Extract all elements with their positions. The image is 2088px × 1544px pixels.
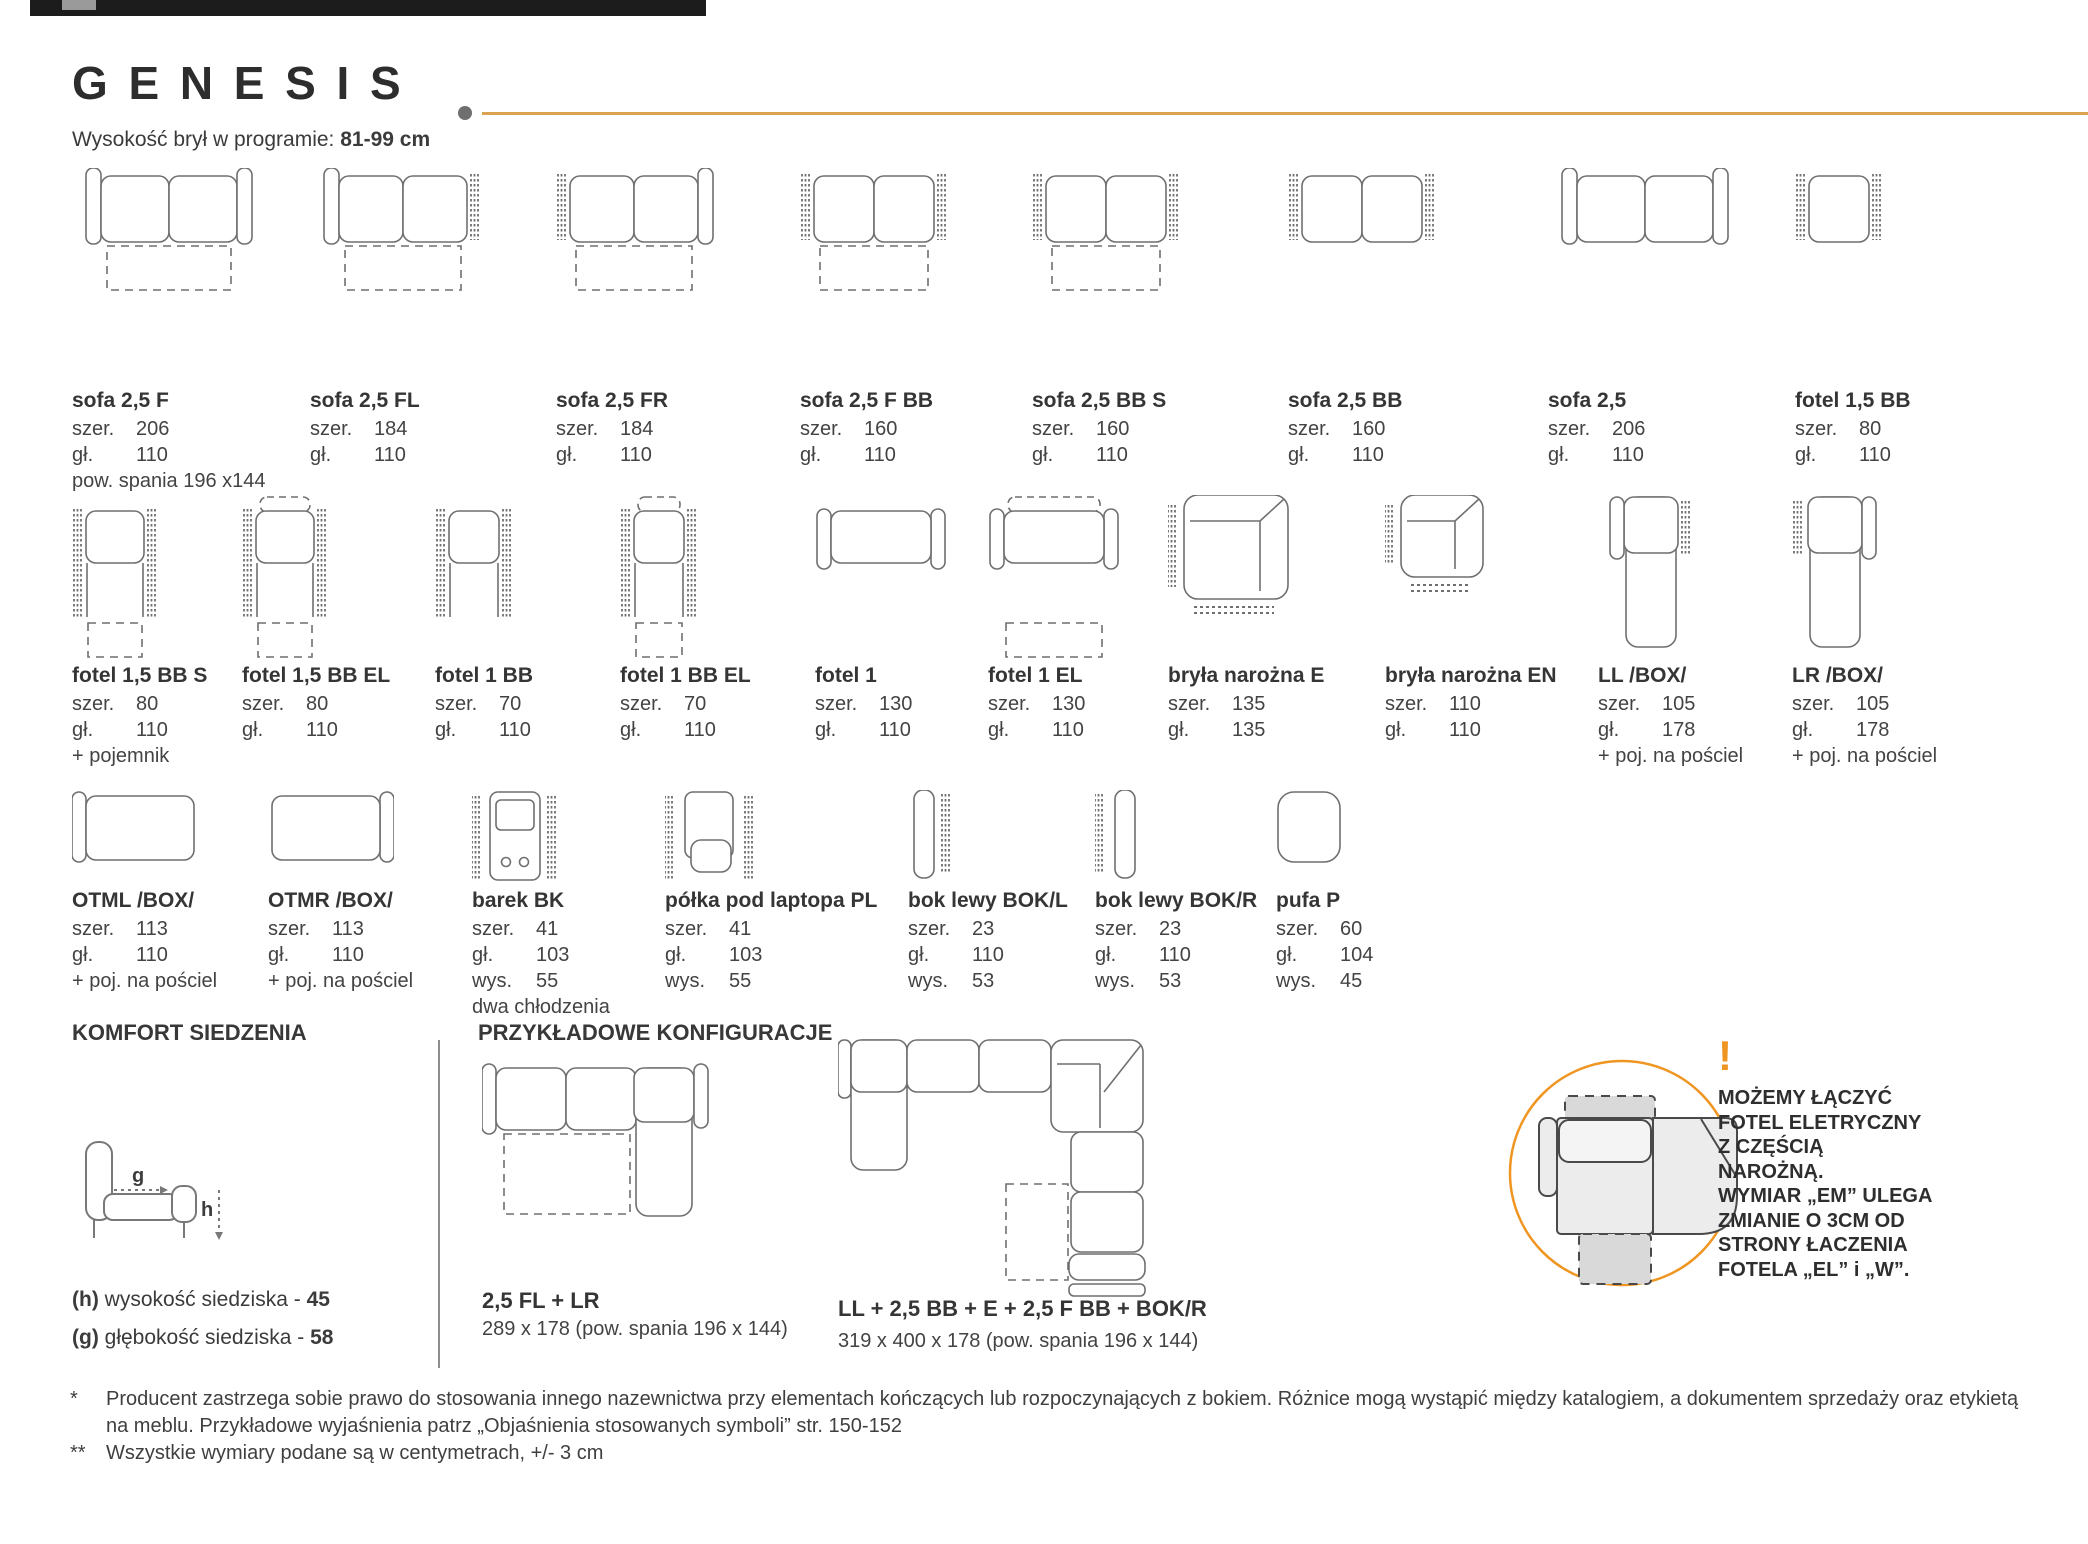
corner-connection-icon — [1505, 1056, 1740, 1291]
footnote-2-text: Wszystkie wymiary podane są w centymetrach, +/- 3 cm — [106, 1442, 604, 1464]
spec-gł: gł. 110 — [1548, 444, 1644, 466]
product-sofa-2-5-bb — [1288, 168, 1528, 468]
spec-szer: szer. 80 — [72, 693, 159, 715]
product-name: fotel 1,5 BB EL — [242, 664, 391, 687]
diagram-sofa_fl — [310, 168, 550, 388]
product-name: bok lewy BOK/R — [1095, 889, 1258, 912]
product-bryła-narożna-e — [1168, 495, 1408, 743]
subtitle-prefix: Wysokość brył w programie: — [72, 128, 341, 151]
product-name: LL /BOX/ — [1598, 664, 1687, 687]
diagram-fotel15bb — [1795, 168, 2035, 388]
top-edge-notch — [62, 0, 96, 10]
spec-szer: szer. 80 — [242, 693, 329, 715]
product-note: + pojemnik — [72, 745, 170, 767]
spec-gł: gł. 110 — [620, 719, 716, 741]
footnote-1-text: Producent zastrzega sobie prawo do stosowania innego nazewnictwa przy elementach kończących lub rozpoczynających z bokiem. Różnice mogą wystąpić między katalogiem, a dokumentem sprzedaży oraz etykietą na meblu. Przykładowe wyjaśnienia patrz „Objaśnienia stosowanych symboli” str. 150-152 — [106, 1388, 2019, 1437]
spec-szer: szer. 113 — [268, 918, 364, 940]
spec-gł: gł. 110 — [72, 444, 168, 466]
diagram-sofa_plain — [1548, 168, 1788, 388]
diagram-sofa_fbb — [800, 168, 1040, 388]
product-note: pow. spania 196 x144 — [72, 470, 266, 492]
spec-szer: szer. 105 — [1598, 693, 1696, 715]
product-sofa-2-5-bb-s — [1032, 168, 1272, 468]
product-name: fotel 1 — [815, 664, 877, 687]
comfort-line-h — [72, 1288, 330, 1312]
comfort-h-key: (h) — [72, 1288, 99, 1311]
product-fotel-1-5-bb — [1795, 168, 2035, 468]
spec-szer: szer. 206 — [1548, 418, 1646, 440]
spec-gł: gł. 178 — [1792, 719, 1890, 741]
comfort-g-key: (g) — [72, 1326, 99, 1349]
product-pufa-p — [1276, 790, 1516, 994]
note-line: NAROŻNĄ. — [1718, 1160, 1824, 1183]
product-name: sofa 2,5 FR — [556, 389, 669, 412]
spec-wys: wys. 53 — [908, 970, 995, 992]
config-1-diagram — [482, 1062, 732, 1235]
spec-szer: szer. 23 — [908, 918, 995, 940]
product-name: sofa 2,5 BB S — [1032, 389, 1167, 412]
spec-gł: gł. 178 — [1598, 719, 1696, 741]
product-name: sofa 2,5 — [1548, 389, 1627, 412]
spec-gł: gł. 110 — [815, 719, 911, 741]
diagram-corner_e — [1168, 495, 1408, 663]
product-bryła-narożna-en — [1385, 495, 1625, 743]
note-line: STRONY ŁACZENIA — [1718, 1234, 1908, 1256]
spec-gł: gł. 110 — [988, 719, 1084, 741]
product-name: pufa P — [1276, 889, 1341, 912]
spec-gł: gł. 104 — [1276, 944, 1374, 966]
spec-szer: szer. 130 — [815, 693, 913, 715]
product-sofa-2-5-f-bb — [800, 168, 1040, 468]
product-name: fotel 1 BB — [435, 664, 534, 687]
spec-gł: gł. 110 — [556, 444, 652, 466]
footnotes — [70, 1386, 2045, 1467]
spec-gł: gł. 110 — [242, 719, 338, 741]
comfort-line-g — [72, 1326, 333, 1350]
product-name: bryła narożna EN — [1385, 664, 1557, 687]
spec-gł: gł. 110 — [310, 444, 406, 466]
config-2-top-view-icon — [838, 1032, 1158, 1300]
spec-szer: szer. 41 — [665, 918, 752, 940]
spec-szer: szer. 206 — [72, 418, 170, 440]
spec-gł: gł. 110 — [72, 944, 168, 966]
spec-szer: szer. 113 — [72, 918, 168, 940]
spec-szer: szer. 60 — [1276, 918, 1363, 940]
spec-wys: wys. 55 — [472, 970, 559, 992]
product-sofa-2-5 — [1548, 168, 1788, 468]
subtitle-value: 81-99 cm — [340, 128, 431, 151]
spec-szer: szer. 80 — [1795, 418, 1882, 440]
product-note: + poj. na pościel — [1792, 745, 1938, 767]
note-line: ZMIANIE O 3CM OD — [1718, 1209, 1905, 1232]
armchair-side-view-icon — [56, 1112, 246, 1262]
product-name: OTML /BOX/ — [72, 889, 195, 912]
spec-szer: szer. 160 — [1288, 418, 1386, 440]
spec-szer: szer. 105 — [1792, 693, 1890, 715]
product-sofa-2-5-fr — [556, 168, 796, 468]
section-divider — [438, 1040, 440, 1368]
product-name: sofa 2,5 BB — [1288, 389, 1403, 412]
footnote-2 — [70, 1440, 2045, 1467]
spec-gł: gł. 110 — [1795, 444, 1891, 466]
spec-gł: gł. 135 — [1168, 719, 1266, 741]
spec-szer: szer. 184 — [556, 418, 654, 440]
spec-gł: gł. 110 — [1385, 719, 1481, 741]
product-półka-pod-laptopa-pl — [665, 790, 905, 994]
spec-gł: gł. 110 — [72, 719, 168, 741]
product-name: barek BK — [472, 889, 565, 912]
note-text — [1718, 1086, 2018, 1282]
spec-szer: szer. 41 — [472, 918, 559, 940]
config-2-dims: 319 x 400 x 178 (pow. spania 196 x 144) — [838, 1330, 1199, 1352]
footnote-2-marker: ** — [70, 1442, 86, 1464]
diagram-corner_en — [1385, 495, 1625, 663]
spec-szer: szer. 23 — [1095, 918, 1182, 940]
note-line: FOTEL ELETRYCZNY — [1718, 1111, 1922, 1134]
diagram-sofa_fr — [556, 168, 796, 388]
note-line: WYMIAR „EM” ULEGA — [1718, 1185, 1933, 1207]
product-name: sofa 2,5 F — [72, 389, 169, 412]
spec-gł: gł. 110 — [1032, 444, 1128, 466]
note-line: FOTELA „EL” i „W”. — [1718, 1258, 1910, 1281]
spec-gł: gł. 110 — [268, 944, 364, 966]
svg-text:h: h — [201, 1199, 214, 1221]
comfort-h-text: wysokość siedziska - — [98, 1288, 307, 1311]
config-2-diagram — [838, 1032, 1158, 1305]
spec-gł: gł. 110 — [908, 944, 1004, 966]
spec-gł: gł. 103 — [472, 944, 570, 966]
spec-szer: szer. 184 — [310, 418, 408, 440]
product-name: fotel 1,5 BB — [1795, 389, 1911, 412]
header-dot-icon — [458, 106, 472, 120]
product-note: + poj. na pościel — [1598, 745, 1744, 767]
footnote-1-marker: * — [70, 1388, 78, 1410]
spec-szer: szer. 70 — [435, 693, 522, 715]
spec-szer: szer. 135 — [1168, 693, 1266, 715]
spec-gł: gł. 103 — [665, 944, 763, 966]
product-sofa-2-5-fl — [310, 168, 550, 468]
diagram-sofa_f — [72, 168, 312, 388]
spec-wys: wys. 45 — [1276, 970, 1363, 992]
footnote-1 — [70, 1386, 2045, 1440]
spec-gł: gł. 110 — [800, 444, 896, 466]
product-name: półka pod laptopa PL — [665, 889, 878, 912]
product-note: dwa chłodzenia — [472, 996, 610, 1018]
diagram-lr_box — [1792, 495, 2032, 663]
spec-gł: gł. 110 — [1095, 944, 1191, 966]
product-name: sofa 2,5 FL — [310, 389, 420, 412]
product-note: + poj. na pościel — [72, 970, 218, 992]
spec-szer: szer. 160 — [1032, 418, 1130, 440]
spec-wys: wys. 55 — [665, 970, 752, 992]
note-line: MOŻEMY ŁĄCZYĆ — [1718, 1087, 1893, 1109]
header-rule — [482, 112, 2088, 115]
product-note: + poj. na pościel — [268, 970, 414, 992]
product-name: fotel 1,5 BB S — [72, 664, 208, 687]
page-title: GENESIS — [72, 57, 422, 109]
config-1-name: 2,5 FL + LR — [482, 1288, 600, 1313]
note-line: Z CZĘŚCIĄ — [1718, 1136, 1824, 1158]
diagram-sofa_bbs — [1032, 168, 1272, 388]
config-2-name: LL + 2,5 BB + E + 2,5 F BB + BOK/R — [838, 1296, 1207, 1321]
spec-gł: gł. 110 — [1288, 444, 1384, 466]
top-edge-bar — [30, 0, 706, 16]
page-subtitle — [72, 128, 430, 152]
spec-wys: wys. 53 — [1095, 970, 1182, 992]
svg-text:g: g — [132, 1165, 145, 1187]
comfort-g-text: głębokość siedziska - — [98, 1326, 311, 1349]
config-1-top-view-icon — [482, 1062, 732, 1230]
product-name: sofa 2,5 F BB — [800, 389, 934, 412]
product-name: LR /BOX/ — [1792, 664, 1884, 687]
spec-szer: szer. 70 — [620, 693, 707, 715]
product-sofa-2-5-f — [72, 168, 312, 494]
comfort-h-value: 45 — [306, 1288, 330, 1311]
spec-szer: szer. 110 — [1385, 693, 1481, 715]
comfort-heading: KOMFORT SIEDZENIA — [72, 1020, 307, 1045]
spec-szer: szer. 160 — [800, 418, 898, 440]
product-name: fotel 1 BB EL — [620, 664, 751, 687]
product-lr-box — [1792, 495, 2032, 769]
product-name: fotel 1 EL — [988, 664, 1083, 687]
diagram-pufa — [1276, 790, 1516, 888]
note-circle-diagram — [1505, 1056, 1740, 1296]
comfort-g-value: 58 — [310, 1326, 334, 1349]
spec-gł: gł. 110 — [435, 719, 531, 741]
product-name: OTMR /BOX/ — [268, 889, 393, 912]
comfort-chair-diagram — [56, 1112, 246, 1267]
config-1-dims: 289 x 178 (pow. spania 196 x 144) — [482, 1318, 788, 1340]
product-name: bok lewy BOK/L — [908, 889, 1068, 912]
diagram-polka — [665, 790, 905, 888]
spec-szer: szer. 130 — [988, 693, 1086, 715]
configs-heading: PRZYKŁADOWE KONFIGURACJE — [478, 1020, 833, 1045]
product-name: bryła narożna E — [1168, 664, 1325, 687]
exclamation-icon: ! — [1718, 1032, 1732, 1079]
diagram-sofa_bb — [1288, 168, 1528, 388]
